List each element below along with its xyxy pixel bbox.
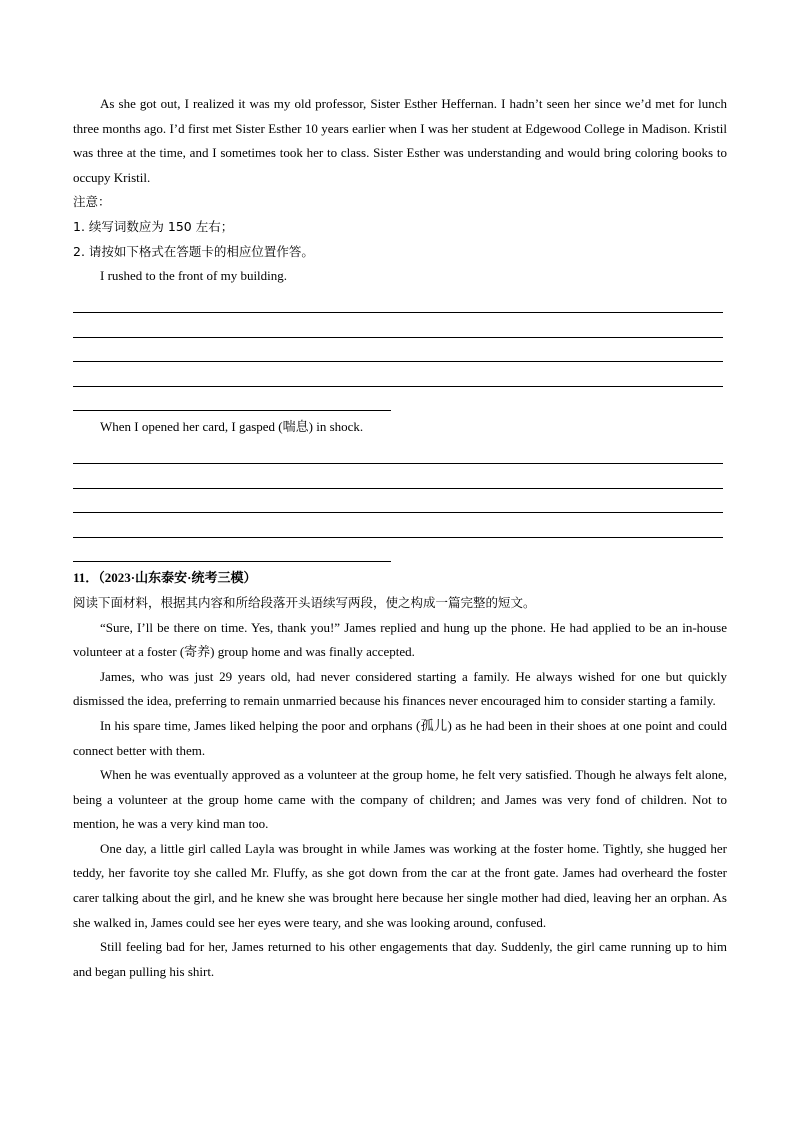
- story-paragraph: As she got out, I realized it was my old professor, Sister Esther Heffernan. I hadn’t seen her since we’d met for lunch three months ago. I’d first met Sister Esther 10 years earlier when I was her student at Edgewood College in Madison. Kristil was three at the time, and I sometimes took her to class. Sister Esther was understanding and would bring coloring books to occupy Kristil.: [73, 96, 727, 185]
- story-paragraph: One day, a little girl called Layla was brought in while James was working at the foster home. Tightly, she hugged her teddy, her favorite toy she called Mr. Fluffy, as she got down from the car at the front gate. James had overheard the foster carer talking about the girl, and he knew she was brought here because her single mother had died, leaving her an orphan. As she walked in, James could see her eyes were teary, and she was looking around, confused.: [73, 840, 727, 930]
- lead-sentence-2: When I opened her card, I gasped (喘息) in shock.: [100, 419, 364, 435]
- story-paragraph: When he was eventually approved as a volunteer at the group home, he felt very satisfied. Though he always felt alone, being a volunteer at the group home came with the company of children; and James was very fond of children. Not to mention, he was a very kind man too.: [73, 767, 727, 832]
- answer-line[interactable]: [73, 362, 723, 387]
- note-label: 注意：: [73, 194, 111, 210]
- answer-line[interactable]: [73, 489, 723, 514]
- note-item-2: 2. 请按如下格式在答题卡的相应位置作答。: [73, 243, 314, 259]
- answer-line[interactable]: [73, 387, 391, 412]
- answer-line[interactable]: [73, 440, 723, 465]
- story-paragraph: “Sure, I’ll be there on time. Yes, thank you!” James replied and hung up the phone. He had applied to be an in-house volunteer at a foster (寄养) group home and was finally accepted.: [73, 619, 727, 660]
- story-paragraph: James, who was just 29 years old, had never considered starting a family. He always wished for one but quickly dismissed the idea, preferring to remain unmarried because his finances never encouraged him to consider starting a family.: [73, 668, 727, 709]
- answer-line[interactable]: [73, 313, 723, 338]
- answer-lines-2: [73, 440, 727, 563]
- answer-line[interactable]: [73, 538, 391, 563]
- story-paragraph: Still feeling bad for her, James returned to his other engagements that day. Suddenly, the girl came running up to him and began pulling his shirt.: [73, 939, 727, 979]
- page-content: [73, 92, 727, 984]
- answer-line[interactable]: [73, 464, 723, 489]
- answer-lines-1: [73, 289, 727, 412]
- story-paragraph: In his spare time, James liked helping the poor and orphans (孤儿) as he had been in their shoes at one point and could connect better with them.: [73, 717, 727, 758]
- question-heading: 11．（2023·山东泰安·统考三模）: [73, 570, 257, 586]
- answer-line[interactable]: [73, 289, 723, 314]
- answer-line[interactable]: [73, 513, 723, 538]
- lead-sentence-1: I rushed to the front of my building.: [100, 268, 288, 284]
- question-instruction: 阅读下面材料，根据其内容和所给段落开头语续写两段，使之构成一篇完整的短文。: [73, 594, 536, 610]
- note-item-1: 1. 续写词数应为 150 左右；: [73, 218, 234, 234]
- answer-line[interactable]: [73, 338, 723, 363]
